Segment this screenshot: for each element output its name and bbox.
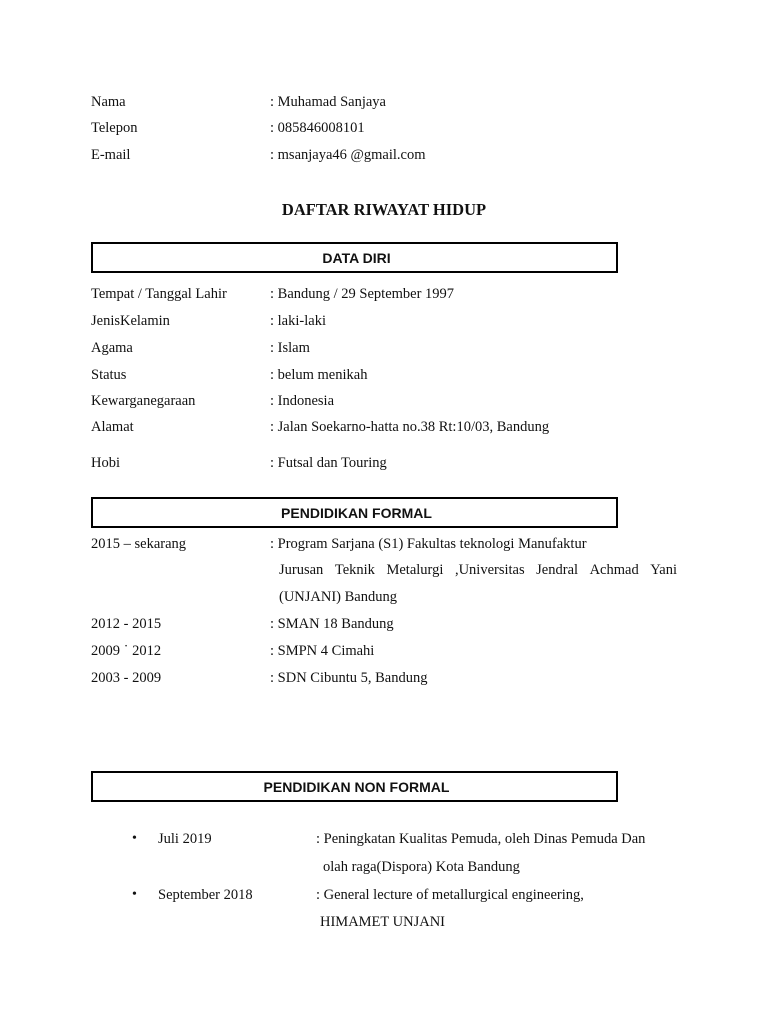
birth-label: Tempat / Tanggal Lahir — [91, 286, 227, 302]
formal-period: 2009 ˙ 2012 — [91, 643, 162, 659]
email-label: E-mail — [91, 147, 131, 163]
email-value: : msanjaya46 @gmail.com — [270, 147, 426, 163]
non-formal-date: Juli 2019 — [158, 831, 212, 847]
citizenship-value: : Indonesia — [270, 393, 335, 409]
non-formal-date: September 2018 — [158, 887, 253, 903]
non-formal-description-continued: HIMAMET UNJANI — [320, 914, 445, 930]
name-value: : Muhamad Sanjaya — [270, 94, 386, 110]
formal-institution: : SDN Cibuntu 5, Bandung — [270, 670, 428, 686]
status-label: Status — [91, 367, 127, 383]
bullet-icon: • — [132, 887, 137, 902]
gender-value: : laki-laki — [270, 313, 326, 329]
address-label: Alamat — [91, 419, 134, 435]
phone-value: : 085846008101 — [270, 120, 365, 136]
formal-institution-continued: Jurusan Teknik Metalurgi ,Universitas Jendral Achmad Yani — [279, 562, 677, 578]
formal-period: 2012 - 2015 — [91, 616, 162, 632]
formal-institution-continued: (UNJANI) Bandung — [279, 589, 397, 605]
status-value: : belum menikah — [270, 367, 368, 383]
formal-period: 2015 – sekarang — [91, 536, 187, 552]
birth-value: : Bandung / 29 September 1997 — [270, 286, 455, 302]
non-formal-description: : General lecture of metallurgical engineering, — [316, 887, 584, 903]
non-formal-description-continued: olah raga(Dispora) Kota Bandung — [323, 859, 520, 875]
name-label: Nama — [91, 94, 126, 110]
data-diri-heading: DATA DIRI — [91, 242, 618, 273]
formal-institution: : Program Sarjana (S1) Fakultas teknologi Manufaktur — [270, 536, 587, 552]
religion-value: : Islam — [270, 340, 310, 356]
gender-label: JenisKelamin — [91, 313, 170, 329]
non-formal-description: : Peningkatan Kualitas Pemuda, oleh Dinas Pemuda Dan — [316, 831, 646, 847]
document-title: DAFTAR RIWAYAT HIDUP — [281, 200, 487, 219]
religion-label: Agama — [91, 340, 133, 356]
formal-education-heading: PENDIDIKAN FORMAL — [91, 497, 618, 528]
non-formal-education-heading: PENDIDIKAN NON FORMAL — [91, 771, 618, 802]
citizenship-label: Kewarganegaraan — [91, 393, 196, 409]
formal-institution: : SMAN 18 Bandung — [270, 616, 394, 632]
hobby-label: Hobi — [91, 455, 120, 471]
bullet-icon: • — [132, 831, 137, 846]
formal-institution: : SMPN 4 Cimahi — [270, 643, 375, 659]
address-value: : Jalan Soekarno-hatta no.38 Rt:10/03, Bandung — [270, 419, 550, 435]
phone-label: Telepon — [91, 120, 138, 136]
hobby-value: : Futsal dan Touring — [270, 455, 387, 471]
formal-period: 2003 - 2009 — [91, 670, 162, 686]
